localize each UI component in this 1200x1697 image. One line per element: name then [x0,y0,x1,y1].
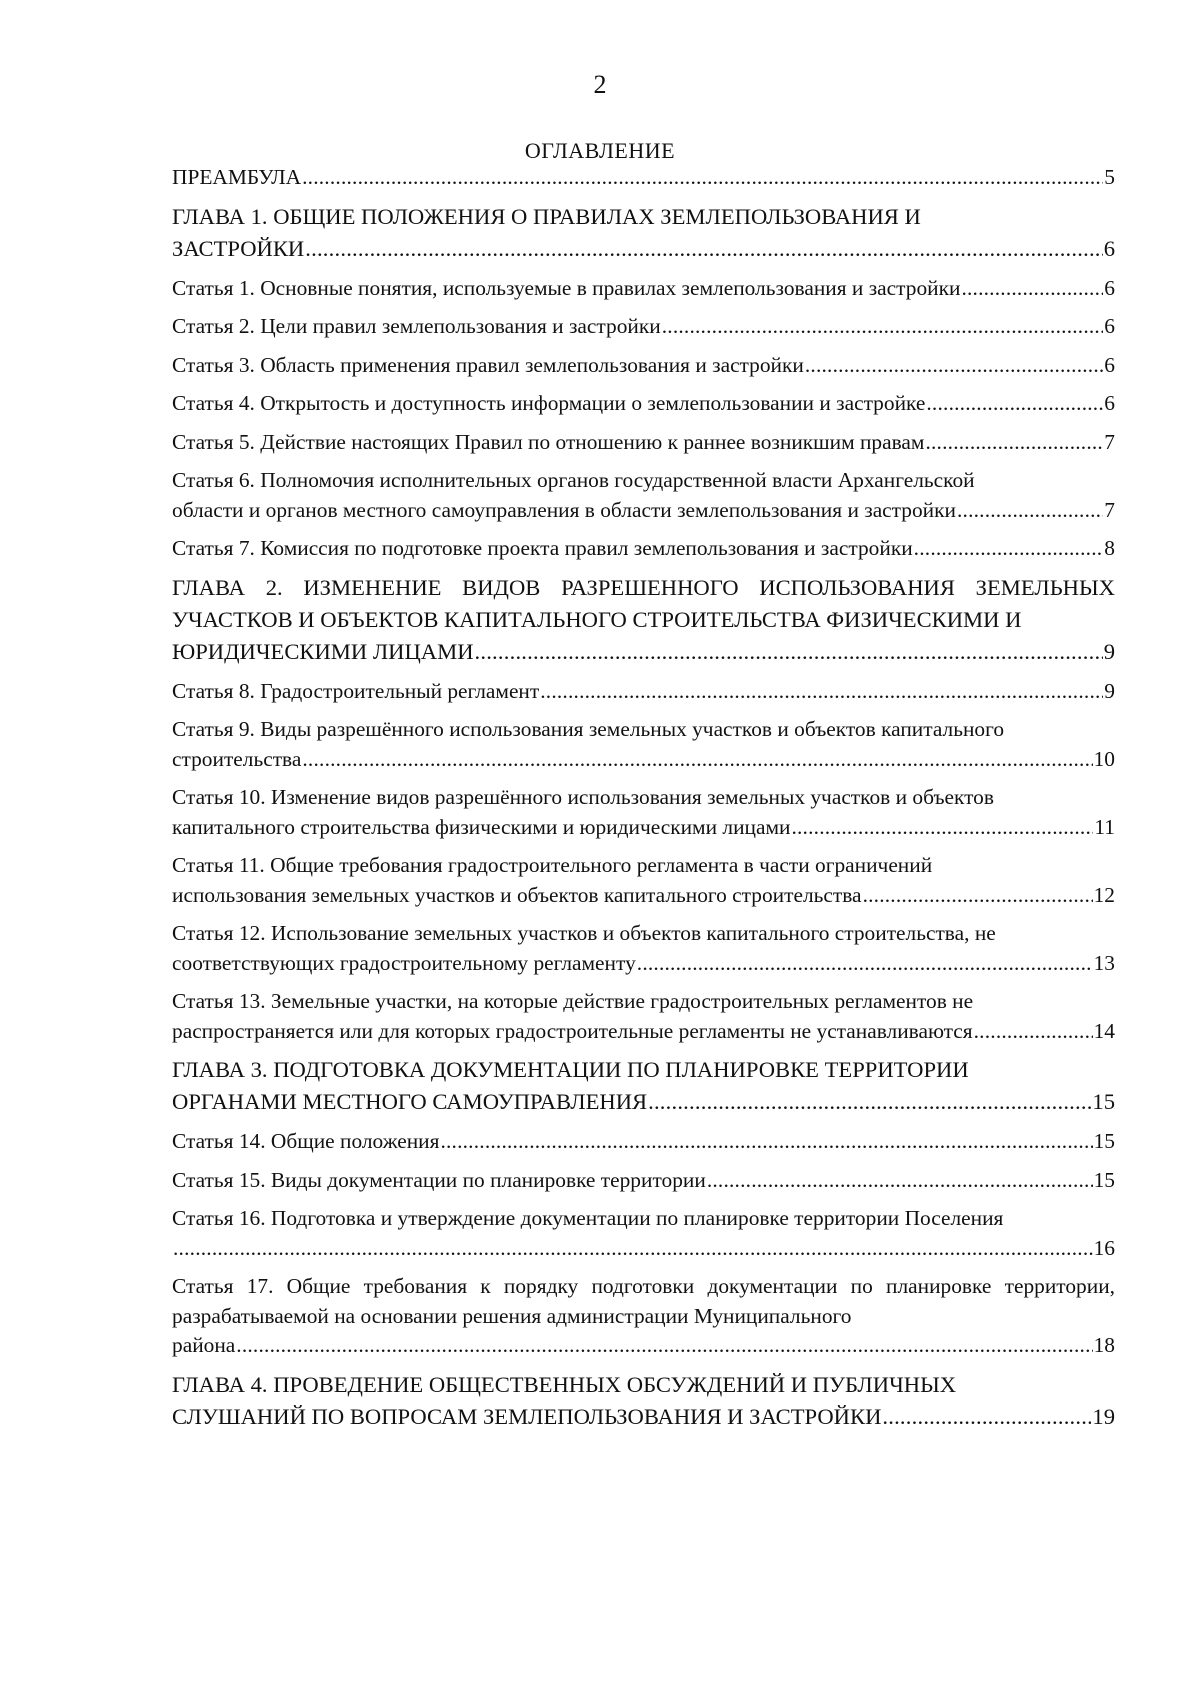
toc-entry-leader-line [172,351,1115,381]
toc-page-number: 19 [1092,1403,1115,1429]
toc-page-number: 6 [1104,391,1115,415]
toc-page-number: 8 [1104,536,1115,560]
dot-leader [925,428,1103,458]
toc-entry-title: ГЛАВА 3. ПОДГОТОВКА ДОКУМЕНТАЦИИ ПО ПЛАНИРОВКЕ ТЕРРИТОРИИ [172,1057,969,1082]
toc-entry-leader-line [172,677,1115,707]
toc-entry-title: Статья 12. Использование земельных участков и объектов капитального строительства, не [172,921,996,945]
toc-entry-title-end: соответствующих градостроительному регламенту [172,950,636,975]
toc-page-number: 15 [1092,1089,1115,1114]
dot-leader [791,813,1093,843]
toc-entry-title-end: Статья 7. Комиссия по подготовке проекта правил землепользования и застройки [172,536,913,560]
toc-entry-title: ГЛАВА 4. ПРОВЕДЕНИЕ ОБЩЕСТВЕННЫХ ОБСУЖДЕНИЙ И ПУБЛИЧНЫХ [172,1371,957,1397]
toc-page-number: 5 [1104,165,1115,189]
toc-entry-title: Статья 6. Полномочия исполнительных органов государственной власти Архангельской [172,468,975,492]
toc-entry-article[interactable] [172,715,1115,774]
dot-leader [707,1166,1093,1196]
toc-entry-title-end: ЗАСТРОЙКИ [172,235,305,261]
toc-page-number: 13 [1093,950,1115,975]
toc-entry-leader-line [172,1127,1115,1157]
toc-page-number: 7 [1104,497,1115,522]
toc-entry-leader-line [172,1401,1115,1433]
toc-entry-title-end: области и органов местного самоуправления в области землепользования и застройки [172,497,956,522]
toc-entry-article[interactable] [172,677,1115,707]
toc-entry-article[interactable] [172,1204,1115,1263]
toc-entry-title-end: Статья 14. Общие положения [172,1129,440,1153]
toc-page-number: 6 [1103,235,1115,261]
toc-page-number: 15 [1093,1167,1115,1192]
toc-page-number: 11 [1094,814,1115,839]
dot-leader [475,636,1103,668]
toc-entry-leader-line [172,1017,1115,1047]
toc-entry-article[interactable] [172,389,1115,419]
toc-entry-title: Статья 17. Общие требования к порядку подготовки документации по планировке территории, разрабатываемой на основании решения администрации Муниципального [172,1274,1115,1328]
dot-leader [440,1127,1092,1157]
toc-entry-leader-line [172,1234,1115,1264]
toc-entry-article[interactable] [172,351,1115,381]
table-of-contents [172,163,1115,1433]
toc-entry-leader-line [172,636,1115,668]
toc-entry-article[interactable] [172,851,1115,910]
toc-page-number: 9 [1104,678,1115,703]
toc-entry-article[interactable] [172,1166,1115,1196]
toc-entry-title-end: Статья 8. Градостроительный регламент [172,678,540,703]
toc-page-number: 16 [1093,1235,1115,1260]
toc-entry-title-end: распространяется или для которых градостроительные регламенты не устанавливаются [172,1018,973,1043]
dot-leader [961,274,1103,304]
toc-entry-title: ГЛАВА 2. ИЗМЕНЕНИЕ ВИДОВ РАЗРЕШЕННОГО ИСПОЛЬЗОВАНИЯ ЗЕМЕЛЬНЫХ УЧАСТКОВ И ОБЪЕКТОВ КАПИТАЛЬНОГО СТРОИТЕЛЬСТВА ФИЗИЧЕСКИМИ И [172,574,1115,632]
toc-entry-article[interactable] [172,274,1115,304]
toc-entry-title-end: Статья 1. Основные понятия, используемые в правилах землепользования и застройки [172,275,961,300]
toc-entry-article[interactable] [172,428,1115,458]
toc-entry-leader-line [172,1166,1115,1196]
toc-entry-title-end: района [172,1333,236,1357]
dot-leader [637,949,1093,979]
dot-leader [302,745,1092,775]
toc-title: ОГЛАВЛЕНИЕ [524,138,676,163]
toc-entry-leader-line [172,163,1115,193]
toc-entry-leader-line [172,813,1115,843]
toc-entry-leader-line [172,233,1115,265]
dot-leader [305,233,1102,265]
toc-entry-article[interactable] [172,534,1115,564]
toc-entry-title: Статья 9. Виды разрешённого использования земельных участков и объектов капитального [172,717,1005,741]
toc-page-number: 6 [1104,352,1115,377]
toc-entry-leader-line [172,534,1115,564]
toc-page-number: 7 [1104,429,1115,454]
toc-entry-title-end: Статья 4. Открытость и доступность информации о землепользовании и застройке [172,391,926,415]
dot-leader [236,1331,1092,1361]
toc-entry-leader-line [172,428,1115,458]
dot-leader [863,881,1093,911]
toc-entry-leader-line [172,1086,1115,1118]
dot-leader [914,534,1104,564]
toc-entry-title: Статья 11. Общие требования градостроительного регламента в части ограничений [172,853,933,877]
toc-entry-title-end: ПРЕАМБУЛА [172,165,302,189]
toc-entry-title-end: использования земельных участков и объектов капитального строительства [172,882,862,907]
toc-page-number: 9 [1103,638,1115,664]
toc-page-number: 6 [1104,314,1115,338]
toc-entry-title: Статья 10. Изменение видов разрешённого использования земельных участков и объектов [172,785,994,809]
toc-entry-preamble[interactable] [172,163,1115,193]
toc-entry-leader-line [172,1331,1115,1361]
toc-page-number: 10 [1093,746,1115,771]
toc-entry-article[interactable] [172,987,1115,1046]
toc-entry-leader-line [172,496,1115,526]
toc-page-number: 15 [1093,1129,1115,1153]
toc-page-number: 14 [1093,1018,1115,1043]
toc-entry-chapter[interactable] [172,572,1115,668]
toc-entry-title: ГЛАВА 1. ОБЩИЕ ПОЛОЖЕНИЯ О ПРАВИЛАХ ЗЕМЛЕПОЛЬЗОВАНИЯ И [172,203,921,229]
toc-entry-title: Статья 16. Подготовка и утверждение документации по планировке территории Поселения [172,1206,1004,1230]
toc-entry-title-end: Статья 2. Цели правил землепользования и застройки [172,314,661,338]
toc-entry-leader-line [172,745,1115,775]
toc-entry-article[interactable] [172,919,1115,978]
dot-leader [648,1086,1091,1118]
toc-page-number: 6 [1104,275,1115,300]
dot-leader [805,351,1103,381]
dot-leader [974,1017,1093,1047]
toc-entry-title-end: Статья 15. Виды документации по планировке территории [172,1167,706,1192]
toc-entry-title-end: строительства [172,746,302,771]
toc-entry-title: Статья 13. Земельные участки, на которые действие градостроительных регламентов не [172,989,974,1013]
dot-leader [882,1401,1091,1433]
toc-page-number: 18 [1093,1333,1115,1357]
dot-leader [173,1234,1093,1264]
toc-entry-title-end: капитального строительства физическими и юридическими лицами [172,814,791,839]
toc-entry-leader-line [172,274,1115,304]
toc-entry-title-end: Статья 5. Действие настоящих Правил по отношению к раннее возникшим правам [172,429,925,454]
toc-entry-title-end: СЛУШАНИЙ ПО ВОПРОСАМ ЗЕМЛЕПОЛЬЗОВАНИЯ И ЗАСТРОЙКИ [172,1403,882,1429]
dot-leader [662,312,1104,342]
dot-leader [540,677,1103,707]
toc-entry-article[interactable] [172,312,1115,342]
dot-leader [302,163,1103,193]
toc-entry-title-end: ЮРИДИЧЕСКИМИ ЛИЦАМИ [172,638,474,664]
toc-entry-leader-line [172,881,1115,911]
toc-entry-article[interactable] [172,1272,1115,1361]
toc-entry-article[interactable] [172,466,1115,525]
toc-entry-leader-line [172,949,1115,979]
toc-entry-title-end: Статья 3. Область применения правил землепользования и застройки [172,352,804,377]
toc-entry-leader-line [172,312,1115,342]
toc-entry-article[interactable] [172,1127,1115,1157]
toc-entry-leader-line [172,389,1115,419]
toc-entry-chapter[interactable] [172,1369,1115,1433]
toc-entry-chapter[interactable] [172,1054,1115,1118]
page-number: 2 [593,70,607,99]
toc-page-number: 12 [1093,882,1115,907]
dot-leader [957,496,1103,526]
toc-entry-article[interactable] [172,783,1115,842]
dot-leader [926,389,1103,419]
toc-entry-chapter[interactable] [172,201,1115,265]
toc-entry-title-end: ОРГАНАМИ МЕСТНОГО САМОУПРАВЛЕНИЯ [172,1089,648,1114]
